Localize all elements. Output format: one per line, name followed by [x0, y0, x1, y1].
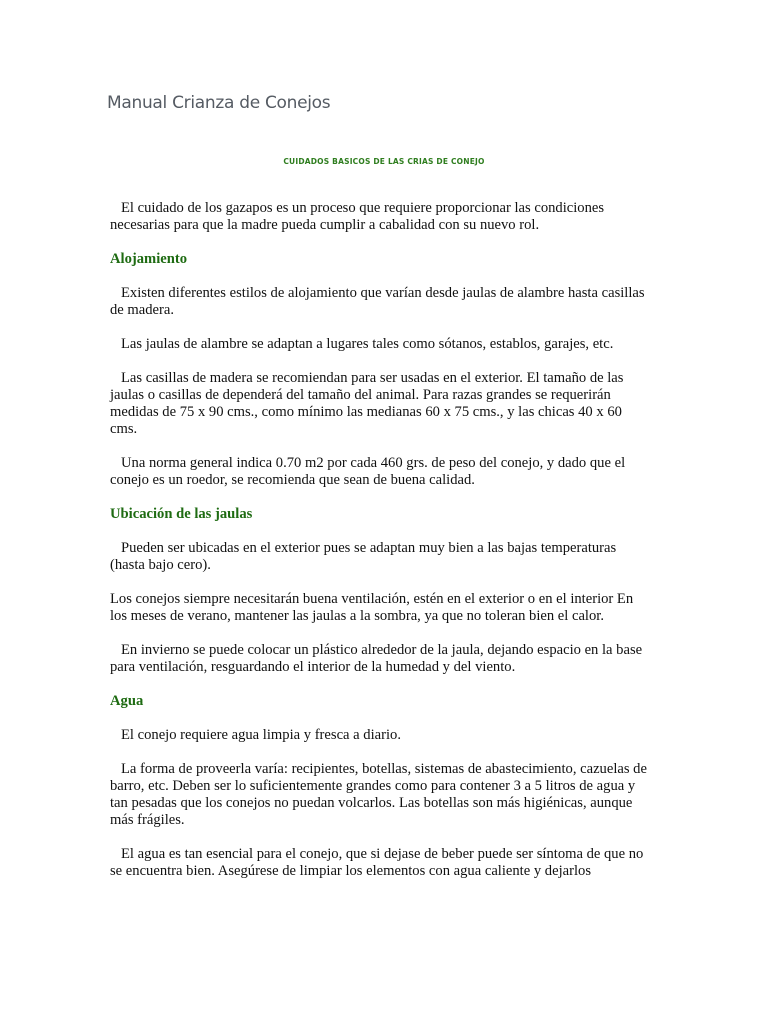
paragraph: El agua es tan esencial para el conejo, que si dejase de beber puede ser síntoma de que no se encuentra bien. Asegúrese de limpiar los elementos con agua caliente y dejarlos	[110, 846, 644, 879]
document-body	[110, 200, 650, 897]
intro-paragraph: El cuidado de los gazapos es un proceso que requiere proporcionar las condiciones necesarias para que la madre pueda cumplir a cabalidad con su nuevo rol.	[110, 200, 605, 233]
paragraph: Las jaulas de alambre se adaptan a lugares tales como sótanos, establos, garajes, etc.	[121, 336, 614, 352]
paragraph: Existen diferentes estilos de alojamiento que varían desde jaulas de alambre hasta casillas de madera.	[110, 285, 645, 318]
paragraph: El conejo requiere agua limpia y fresca a diario.	[121, 727, 401, 743]
document-subtitle: CUIDADOS BASICOS DE LAS CRIAS DE CONEJO	[283, 157, 485, 166]
section-heading-alojamiento: Alojamiento	[110, 251, 188, 267]
paragraph: Pueden ser ubicadas en el exterior pues se adaptan muy bien a las bajas temperaturas (hasta bajo cero).	[110, 540, 617, 573]
paragraph: Una norma general indica 0.70 m2 por cada 460 grs. de peso del conejo, y dado que el conejo es un roedor, se recomienda que sean de buena calidad.	[110, 455, 626, 488]
paragraph: La forma de proveerla varía: recipientes, botellas, sistemas de abastecimiento, cazuelas de barro, etc. Deben ser lo suficientemente grandes como para contener 3 a 5 litros de agua y tan pesadas que los conejos no puedan volcarlos. Las botellas son más higiénicas, aunque más frágiles.	[110, 761, 647, 828]
document-title: Manual Crianza de Conejos	[107, 93, 331, 113]
paragraph: Los conejos siempre necesitarán buena ventilación, estén en el exterior o en el interior En los meses de verano, mantener las jaulas a la sombra, ya que no toleran bien el calor.	[110, 591, 634, 624]
section-heading-ubicacion: Ubicación de las jaulas	[110, 506, 253, 522]
section-heading-agua: Agua	[110, 693, 144, 709]
paragraph: Las casillas de madera se recomiendan para ser usadas en el exterior. El tamaño de las jaulas o casillas de dependerá del tamaño del animal. Para razas grandes se requerirán medidas de 75 x 90 cms., como mínimo las medianas 60 x 75 cms., y las chicas 40 x 60 cms.	[110, 370, 624, 437]
paragraph: En invierno se puede colocar un plástico alrededor de la jaula, dejando espacio en la base para ventilación, resguardando el interior de la humedad y del viento.	[110, 642, 643, 675]
